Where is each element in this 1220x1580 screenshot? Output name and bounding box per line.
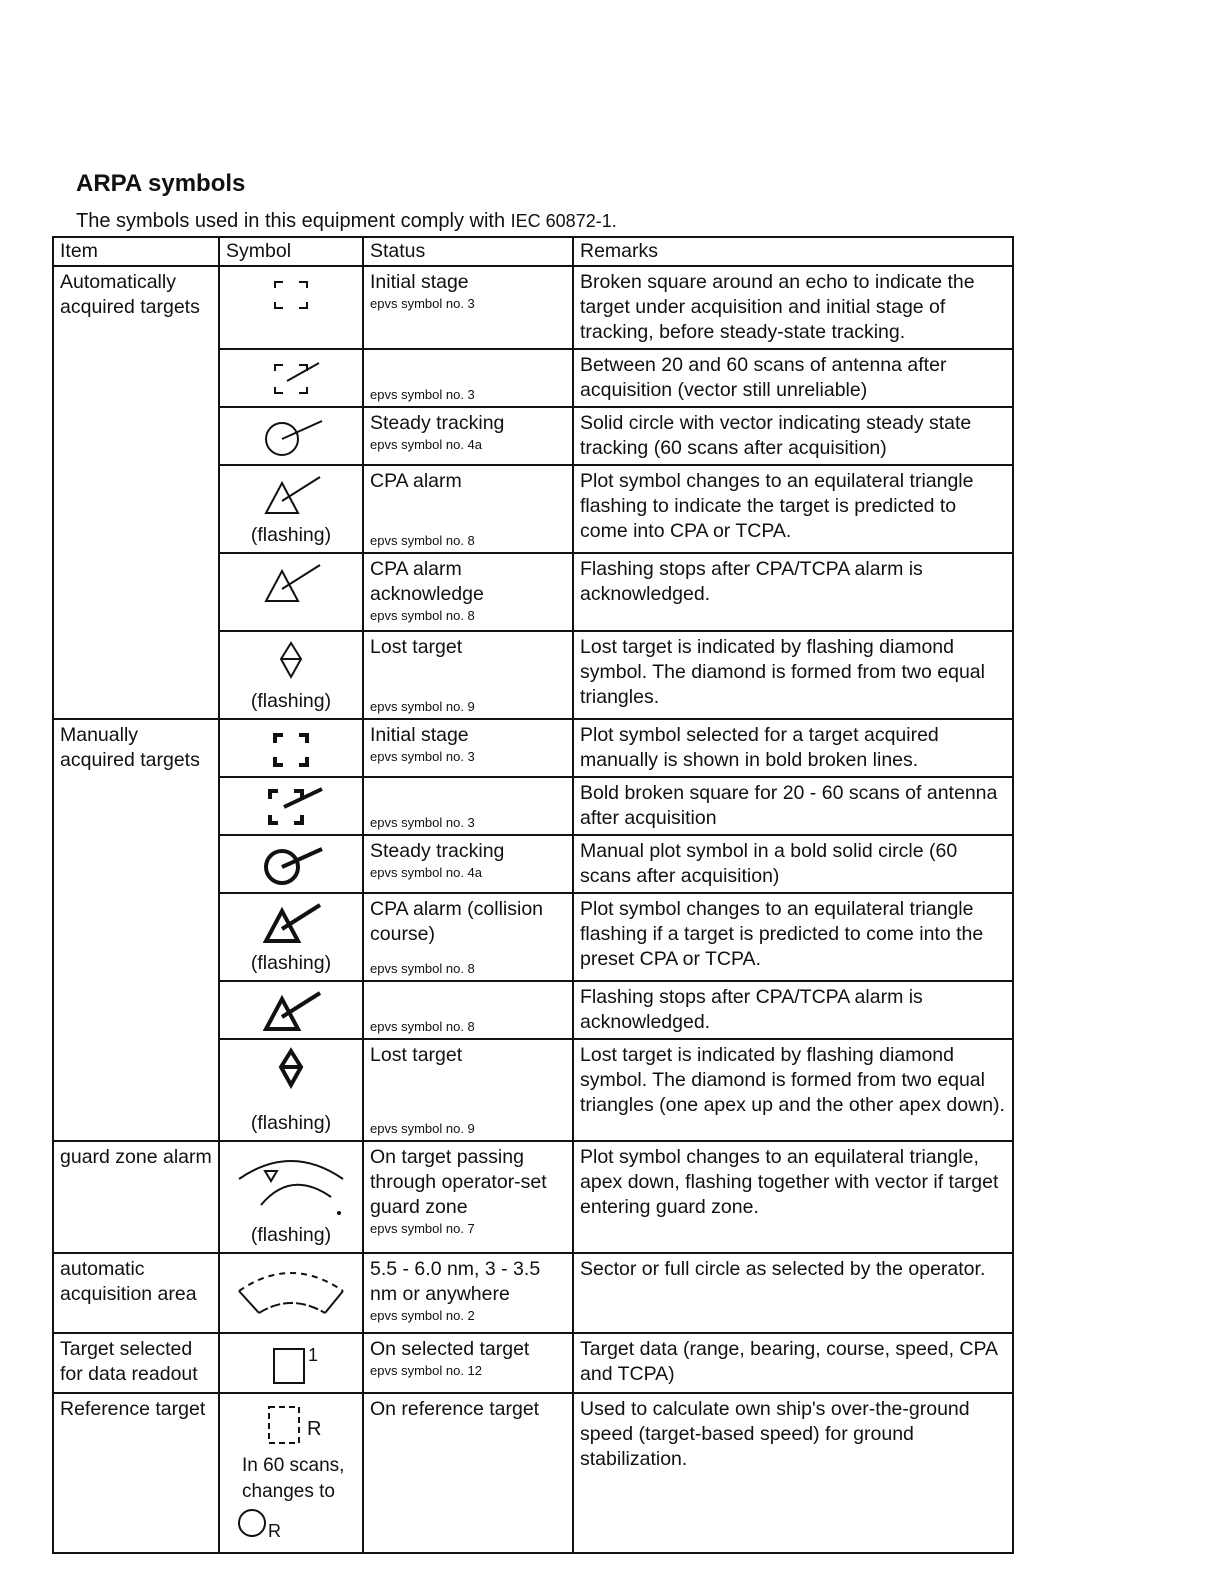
ref-letter-2: R <box>268 1521 281 1541</box>
epvs-ref: epvs symbol no. 3 <box>370 387 475 402</box>
symbol-cell <box>219 1393 363 1553</box>
standard-reference: IEC 60872-1. <box>510 211 617 231</box>
bold-circle-vector-icon <box>256 843 326 887</box>
bold-triangle-vector-icon <box>256 901 326 945</box>
symbol-cell <box>219 719 363 777</box>
group-target-selected: Target selected for data readout <box>53 1333 219 1393</box>
symbol-cell <box>219 1253 363 1333</box>
table-row <box>53 1393 1013 1553</box>
status-cell <box>363 349 573 407</box>
table-row <box>53 1333 1013 1393</box>
epvs-ref: epvs symbol no. 3 <box>370 296 475 311</box>
triangle-vector-icon <box>256 561 326 605</box>
symbol-cell <box>219 266 363 349</box>
epvs-ref: epvs symbol no. 8 <box>370 533 475 548</box>
remarks-cell: Flashing stops after CPA/TCPA alarm is acknowledged. <box>573 553 1013 631</box>
table-header-row <box>53 237 1013 266</box>
remarks-cell: Manual plot symbol in a bold solid circle (60 scans after acquisition) <box>573 835 1013 893</box>
table-row <box>53 719 1013 777</box>
page-title: ARPA symbols <box>76 170 246 197</box>
status-text: 5.5 - 6.0 nm, 3 - 3.5 nm or anywhere <box>370 1258 541 1305</box>
symbol-cell <box>219 893 363 981</box>
status-cell <box>363 266 573 349</box>
header-symbol: Symbol <box>219 237 363 266</box>
epvs-ref: epvs symbol no. 3 <box>370 815 475 830</box>
epvs-ref: epvs symbol no. 9 <box>370 1121 475 1136</box>
remarks-cell: Bold broken square for 20 - 60 scans of antenna after acquisition <box>573 777 1013 835</box>
ref-letter: R <box>307 1418 322 1440</box>
remarks-cell: Plot symbol changes to an equilateral triangle flashing if a target is predicted to come into the preset CPA or TCPA. <box>573 893 1013 981</box>
remarks-cell: Plot symbol changes to an equilateral triangle, apex down, flashing together with vector if target entering guard zone. <box>573 1141 1013 1253</box>
epvs-ref: epvs symbol no. 4a <box>370 437 483 452</box>
remarks-cell: Lost target is indicated by flashing diamond symbol. The diamond is formed from two equal triangles (one apex up and the other apex down). <box>573 1039 1013 1141</box>
group-automatic: Automatically acquired targets <box>53 266 219 719</box>
status-text: Initial stage <box>370 724 469 746</box>
reference-note: In 60 scans, changes to <box>242 1455 345 1502</box>
intro-text <box>76 210 617 233</box>
arpa-symbols-table <box>52 236 1014 1554</box>
remarks-cell: Lost target is indicated by flashing diamond symbol. The diamond is formed from two equal triangles. <box>573 631 1013 719</box>
flashing-label: (flashing) <box>250 1112 332 1134</box>
epvs-ref: epvs symbol no. 12 <box>370 1363 483 1378</box>
symbol-cell <box>219 1039 363 1141</box>
symbol-cell <box>219 981 363 1039</box>
table-row <box>53 1253 1013 1333</box>
symbol-cell <box>219 349 363 407</box>
header-remarks: Remarks <box>573 237 1013 266</box>
broken-square-icon <box>261 274 321 314</box>
symbol-cell <box>219 777 363 835</box>
status-cell <box>363 777 573 835</box>
status-cell <box>363 1039 573 1141</box>
acquisition-area-icon <box>229 1261 353 1329</box>
remarks-cell: Target data (range, bearing, course, speed, CPA and TCPA) <box>573 1333 1013 1393</box>
status-cell <box>363 835 573 893</box>
symbol-cell <box>219 835 363 893</box>
group-manual: Manually acquired targets <box>53 719 219 1141</box>
epvs-ref: epvs symbol no. 8 <box>370 1019 475 1034</box>
status-text: Lost target <box>370 636 463 658</box>
select-number: 1 <box>308 1345 319 1365</box>
status-cell <box>363 553 573 631</box>
status-text: CPA alarm (collision course) <box>370 898 544 945</box>
epvs-ref: epvs symbol no. 8 <box>370 961 475 976</box>
reference-target-icon <box>251 1401 331 1453</box>
status-text: Steady tracking <box>370 840 505 862</box>
table-row <box>53 266 1013 349</box>
bold-broken-square-icon <box>261 727 321 771</box>
remarks-cell: Between 20 and 60 scans of antenna after acquisition (vector still unreliable) <box>573 349 1013 407</box>
remarks-cell: Sector or full circle as selected by the operator. <box>573 1253 1013 1333</box>
remarks-cell: Plot symbol selected for a target acquired manually is shown in bold broken lines. <box>573 719 1013 777</box>
status-cell <box>363 719 573 777</box>
symbol-cell <box>219 631 363 719</box>
status-cell <box>363 1333 573 1393</box>
table-row <box>53 1141 1013 1253</box>
remarks-cell: Solid circle with vector indicating steady state tracking (60 scans after acquisition) <box>573 407 1013 465</box>
epvs-ref: epvs symbol no. 7 <box>370 1221 475 1236</box>
status-cell <box>363 893 573 981</box>
symbol-cell <box>219 1333 363 1393</box>
solid-circle-vector-icon <box>256 415 326 459</box>
symbol-cell <box>219 407 363 465</box>
flashing-label: (flashing) <box>250 952 332 974</box>
header-status: Status <box>363 237 573 266</box>
flashing-label: (flashing) <box>250 524 332 546</box>
flashing-label: (flashing) <box>250 1224 332 1246</box>
triangle-vector-icon <box>256 473 326 517</box>
status-text: Steady tracking <box>370 412 505 434</box>
flashing-label: (flashing) <box>250 690 332 712</box>
group-acquisition-area: automatic acquisition area <box>53 1253 219 1333</box>
status-cell <box>363 1253 573 1333</box>
reference-circle-icon <box>236 1507 316 1541</box>
remarks-cell: Flashing stops after CPA/TCPA alarm is acknowledged. <box>573 981 1013 1039</box>
symbol-cell <box>219 1141 363 1253</box>
header-item: Item <box>53 237 219 266</box>
status-cell <box>363 407 573 465</box>
epvs-ref: epvs symbol no. 3 <box>370 749 475 764</box>
status-cell <box>363 981 573 1039</box>
bold-triangle-vector-icon <box>256 989 326 1033</box>
broken-square-vector-icon <box>261 357 321 401</box>
status-text: CPA alarm acknowledge <box>370 558 484 605</box>
status-text: On selected target <box>370 1338 530 1360</box>
epvs-ref: epvs symbol no. 2 <box>370 1308 475 1323</box>
status-cell <box>363 1141 573 1253</box>
group-reference-target: Reference target <box>53 1393 219 1553</box>
remarks-cell: Broken square around an echo to indicate the target under acquisition and initial stage of tracking, before steady-state tracking. <box>573 266 1013 349</box>
bold-diamond-icon <box>271 1047 311 1091</box>
selected-target-square-icon <box>256 1341 326 1389</box>
status-text: Lost target <box>370 1044 463 1066</box>
status-cell <box>363 631 573 719</box>
epvs-ref: epvs symbol no. 4a <box>370 865 483 880</box>
epvs-ref: epvs symbol no. 8 <box>370 608 475 623</box>
epvs-ref: epvs symbol no. 9 <box>370 699 475 714</box>
status-text: On target passing through operator-set guard zone <box>370 1146 547 1218</box>
status-text: Initial stage <box>370 271 469 293</box>
status-cell <box>363 465 573 553</box>
symbol-cell <box>219 553 363 631</box>
symbol-cell <box>219 465 363 553</box>
intro-sentence: The symbols used in this equipment comply with <box>76 210 506 232</box>
status-cell <box>363 1393 573 1553</box>
diamond-icon <box>271 639 311 683</box>
remarks-cell: Plot symbol changes to an equilateral triangle flashing to indicate the target is predicted to come into CPA or TCPA. <box>573 465 1013 553</box>
status-text: On reference target <box>370 1398 540 1420</box>
status-text: CPA alarm <box>370 470 462 492</box>
remarks-cell: Used to calculate own ship's over-the-ground speed (target-based speed) for ground stabilization. <box>573 1393 1013 1553</box>
group-guard-zone: guard zone alarm <box>53 1141 219 1253</box>
guard-zone-icon <box>231 1149 351 1225</box>
bold-broken-square-vector-icon <box>256 785 326 829</box>
